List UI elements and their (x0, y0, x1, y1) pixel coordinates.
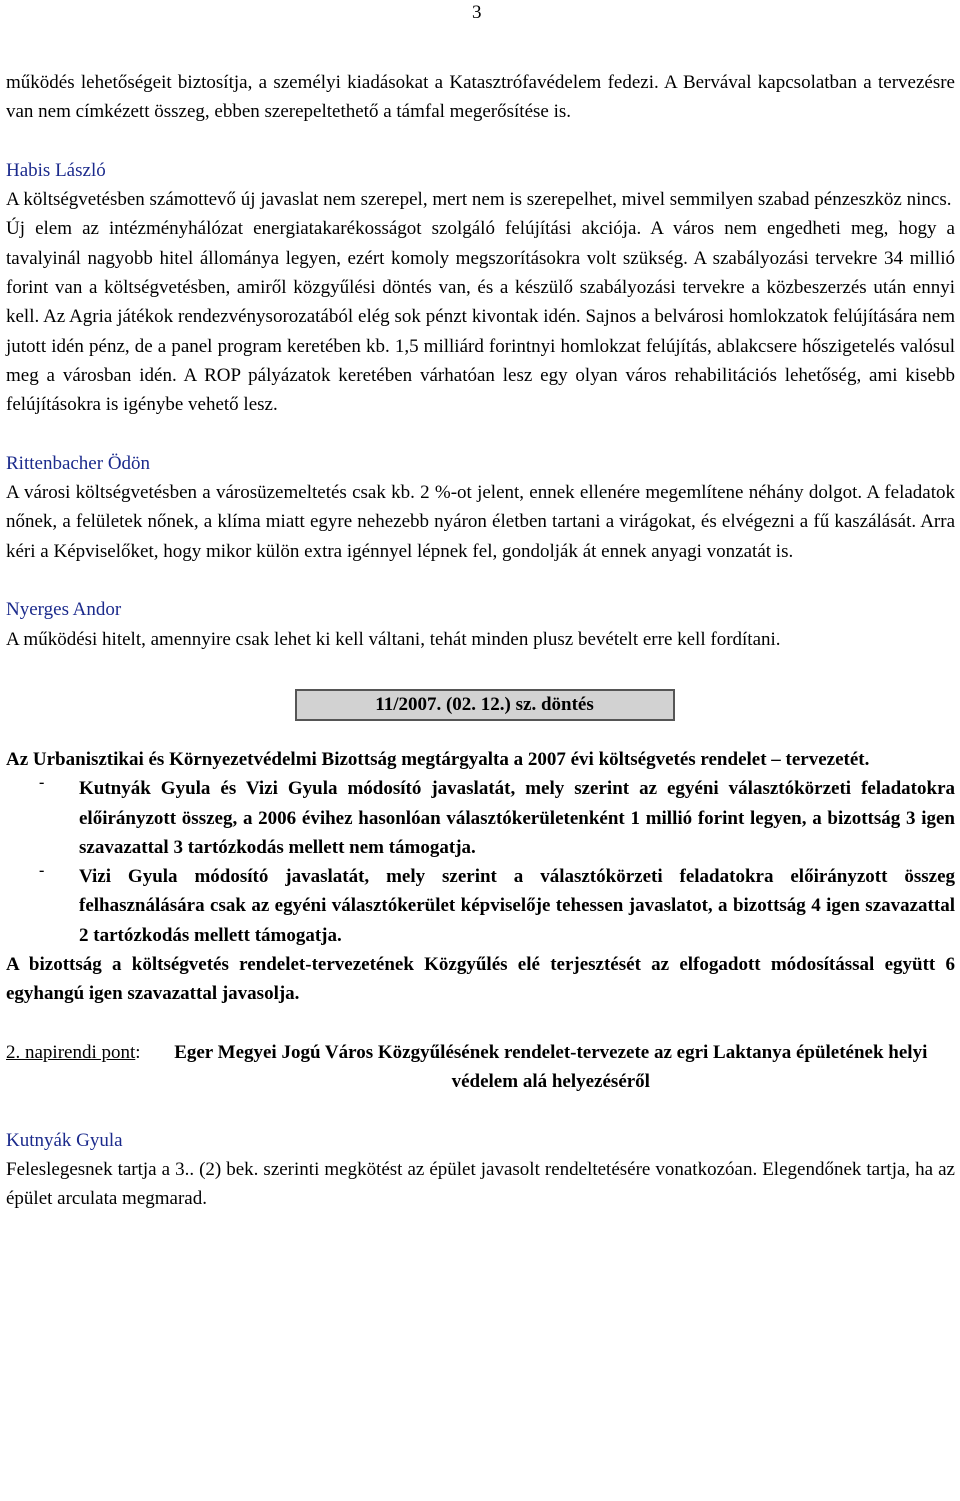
decision-item (6, 862, 955, 950)
agenda-item (6, 1038, 955, 1097)
agenda-label-text: 2. napirendi pont (6, 1041, 136, 1063)
decision-item-text: Kutnyák Gyula és Vizi Gyula módosító javaslatát, mely szerint az egyéni választókörzeti feladatokra előirányzott összeg, a 2006 évihez hasonlóan választókerületenként 1 millió forint legyen, a bizottság 3 igen szavazattal 3 tartózkodás mellett nem támogatja. (79, 778, 955, 858)
speech-paragraph: Feleslegesnek tartja a 3.. (2) bek. szerinti megkötést az épület javasolt rendeltetésére vonatkozóan. Elegendőnek tartja, ha az épület arculata megmarad. (6, 1159, 955, 1210)
agenda-colon: : (135, 1041, 141, 1063)
decision-lead: Az Urbanisztikai és Környezetvédelmi Bizottság megtárgyalta a 2007 évi költségvetés rendelet – tervezetét. (6, 748, 870, 770)
speaker-name: Rittenbacher Ödön (6, 452, 151, 474)
speech-paragraph: A működési hitelt, amennyire csak lehet ki kell váltani, tehát minden plusz bevételt erre kell fordítani. (6, 628, 781, 650)
decision-title: 11/2007. (02. 12.) sz. döntés (295, 689, 675, 721)
decision-conclusion: A bizottság a költségvetés rendelet-tervezetének Közgyűlés elé terjesztését az elfogadott módosítással együtt 6 egyhangú igen szavazattal javasolja. (6, 954, 955, 1005)
spacer (6, 1009, 955, 1038)
spacer (6, 566, 955, 595)
speech-paragraph: A költségvetésben számottevő új javaslat nem szerepel, mert nem is szerepelhet, mivel semmilyen szabad pénzeszköz nincs. (6, 189, 952, 211)
spacer (6, 1097, 955, 1126)
agenda-label (6, 1038, 141, 1097)
list-dash: - (39, 862, 45, 880)
document-body (6, 68, 955, 1214)
decision-item (6, 774, 955, 862)
intro-paragraph: működés lehetőségeit biztosítja, a személyi kiadásokat a Katasztrófavédelem fedezi. A Bervával kapcsolatban a tervezésre van nem címkézett összeg, ebben szerepeltethető a támfal megerősítése is. (6, 72, 955, 123)
decision-header (6, 676, 955, 735)
spacer (6, 127, 955, 156)
speaker-name: Kutnyák Gyula (6, 1129, 123, 1151)
spacer (6, 420, 955, 449)
speaker-name: Habis László (6, 159, 106, 181)
speech-paragraph: Új elem az intézményhálózat energiatakarékosságot szolgáló felújítási akciója. A város nem engedheti meg, hogy a tavalyinál nagyobb hitel állománya legyen, ezért komoly megszorításokra volt szükség. A szabályozási tervekre 34 millió forint van a költségvetésben, amiről közgyűlési döntés van, és a készülő szabályozási tervekre a közbeszerzés után ennyi kell. Az Agria játékok rendezvénysorozatából elég sok pénzt kivontak idén. Sajnos a belvárosi homlokzatok felújítására nem jutott idén pénz, de a panel program keretében kb. 1,5 milliárd forintnyi homlokzat felújítás, ablakcsere hőszigetelés valósul meg a városban idén. A ROP pályázatok keretében várhatóan lesz egy olyan város rehabilitációs lehetőség, ami kisebb felújításokra is igénybe vehető lesz. (6, 218, 955, 416)
agenda-title: Eger Megyei Jogú Város Közgyűlésének rendelet-tervezete az egri Laktanya épületének helyi védelem alá helyezéséről (174, 1041, 928, 1093)
list-dash: - (39, 774, 45, 792)
speech-paragraph: A városi költségvetésben a városüzemeltetés csak kb. 2 %-ot jelent, ennek ellenére megemlítene néhány dolgot. A feladatok nőnek, a felületek nőnek, a klíma miatt egyre nehezebb nyáron életben tartani a virágokat, és elvégezni a fű kaszálását. Arra kéri a Képviselőket, hogy mikor külön extra igénnyel lépnek fel, gondolják át ennek anyagi vonzatát is. (6, 482, 955, 562)
speaker-name: Nyerges Andor (6, 599, 122, 621)
decision-list (6, 774, 955, 950)
page-number: 3 (472, 2, 482, 23)
decision-item-text: Vizi Gyula módosító javaslatát, mely szerint a választókörzeti feladatokra előirányzott összeg felhasználására csak az egyéni választókerület képviselője tehessen javaslatot, a bizottság 4 igen szavazattal 2 tartózkodás mellett támogatja. (79, 866, 955, 946)
